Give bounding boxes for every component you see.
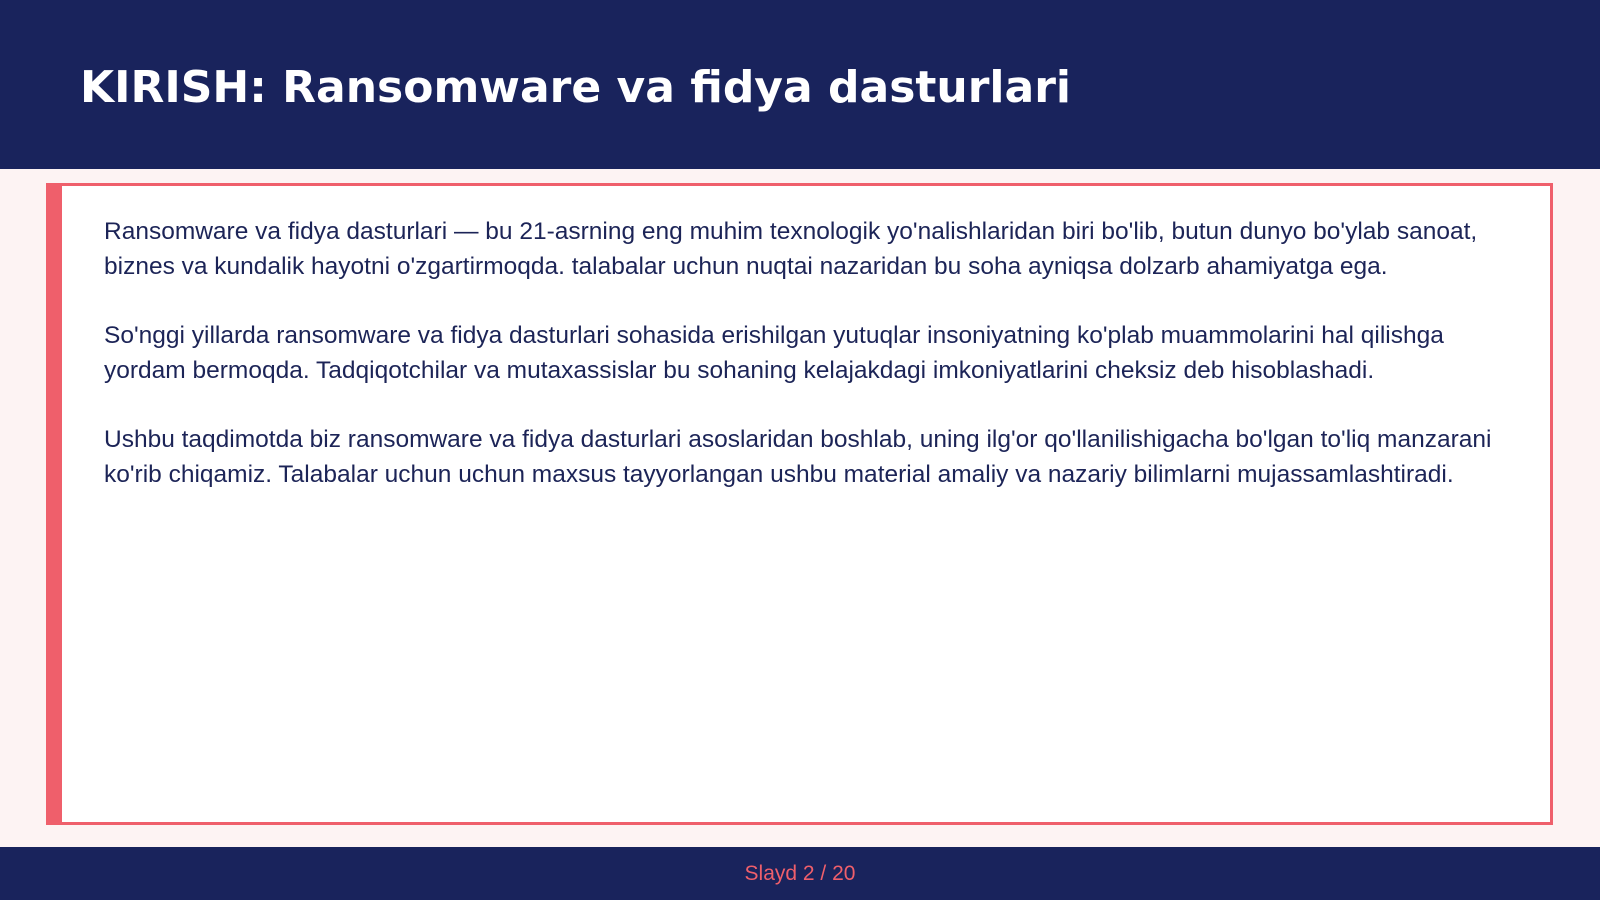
slide-footer bbox=[0, 847, 1600, 900]
intro-paragraph: Ransomware va fidya dasturlari — bu 21-asrning eng muhim texnologik yo'nalishlaridan biri bo'lib, butun dunyo bo'ylab sanoat, biznes va kundalik hayotni o'zgartirmoqda. talabalar uchun nuqtai nazaridan bu soha ayniqsa dolzarb ahamiyatga ega. bbox=[104, 218, 1478, 280]
slide-title: KIRISH: Ransomware va fidya dasturlari bbox=[80, 62, 1071, 113]
overview-paragraph: Ushbu taqdimotda biz ransomware va fidya dasturlari asoslaridan boshlab, uning ilg'or qo'llanilishigacha bo'lgan to'liq manzarani ko'rib chiqamiz. Talabalar uchun uchun maxsus tayyorlangan ushbu material amaliy va nazariy bilimlarni mujassamlashtiradi. bbox=[104, 426, 1492, 488]
content-text bbox=[104, 214, 1514, 526]
slide-counter: Slayd 2 / 20 bbox=[744, 862, 856, 885]
progress-paragraph: So'nggi yillarda ransomware va fidya dasturlari sohasida erishilgan yutuqlar insoniyatning ko'plab muammolarini hal qilishga yordam bermoqda. Tadqiqotchilar va mutaxassislar bu sohaning kelajakdagi imkoniyatlarini cheksiz deb hisoblashadi. bbox=[104, 322, 1444, 384]
slide-header bbox=[0, 0, 1600, 169]
content-card bbox=[46, 183, 1553, 825]
